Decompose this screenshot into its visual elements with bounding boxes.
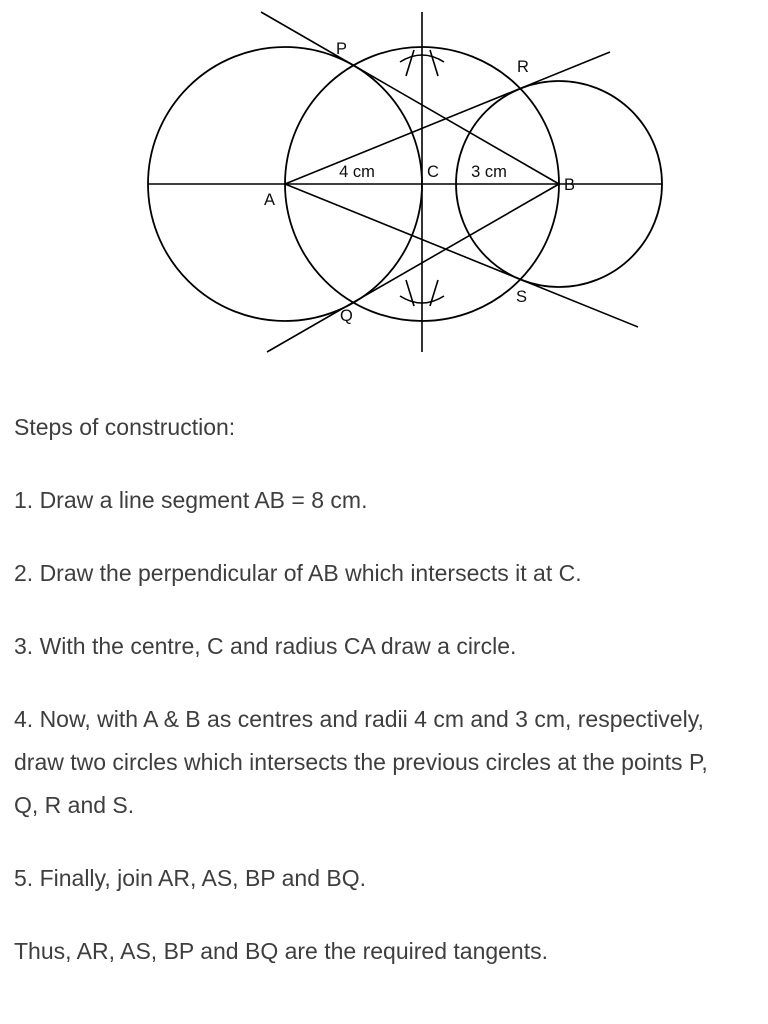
step-3: 3. With the centre, C and radius CA draw a circle. [14, 633, 517, 659]
arc-tick-bottom-right [430, 280, 438, 306]
label-b: B [564, 176, 576, 194]
label-p: P [336, 40, 348, 58]
arc-tick-top-right [430, 50, 438, 76]
steps-heading: Steps of construction: [14, 414, 236, 440]
label-q: Q [340, 307, 353, 325]
step-5: 5. Finally, join AR, AS, BP and BQ. [14, 865, 366, 891]
arc-tick-bottom-left [406, 280, 414, 306]
tangent-bp [261, 12, 559, 184]
step-1: 1. Draw a line segment AB = 8 cm. [14, 487, 368, 513]
conclusion: Thus, AR, AS, BP and BQ are the required tangents. [14, 938, 549, 964]
label-distance-ac: 4 cm [339, 163, 375, 181]
label-s: S [516, 288, 528, 306]
label-c: C [427, 163, 439, 181]
tangent-bq [267, 184, 559, 352]
step-2: 2. Draw the perpendicular of AB which intersects it at C. [14, 560, 582, 586]
label-a: A [264, 191, 276, 209]
arc-tick-top-left [406, 50, 414, 76]
label-r: R [517, 58, 529, 76]
tangent-ar [285, 52, 610, 184]
step-4: 4. Now, with A & B as centres and radii 4 cm and 3 cm, respectively, draw two circles which intersects the previous circles at the points P, Q, R and S. [14, 706, 708, 818]
construction-diagram [0, 0, 768, 364]
tangent-as [285, 184, 638, 327]
label-distance-cb: 3 cm [471, 163, 507, 181]
steps-section [0, 364, 768, 973]
construction-figure [0, 0, 768, 364]
